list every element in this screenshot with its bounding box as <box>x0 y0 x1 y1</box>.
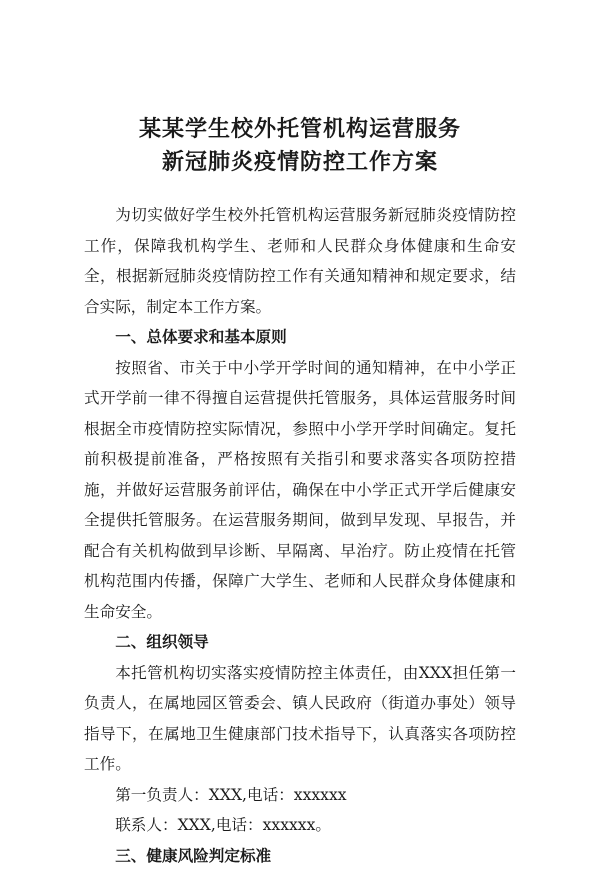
contact-primary: 第一负责人：XXX,电话：xxxxxx <box>84 780 516 811</box>
section-heading-2: 二、组织领导 <box>84 627 516 658</box>
document-title-line1: 某某学生校外托管机构运营服务 <box>0 112 600 143</box>
section-paragraph-1: 按照省、市关于中小学开学时间的通知精神，在中小学正式开学前一律不得擅自运营提供托管服务，具体运营服务时间根据全市疫情防控实际情况，参照中小学开学时间确定。复托前积极提前准备，严格按照有关指引和要求落实各项防控措施，并做好运营服务前评估，确保在中小学正式开学后健康安全提供托管服务。在运营服务期间，做到早发现、早报告，并配合有关机构做到早诊断、早隔离、早治疗。防止疫情在托管机构范围内传播，保障广大学生、老师和人民群众身体健康和生命安全。 <box>84 353 516 628</box>
section-paragraph-2: 本托管机构切实落实疫情防控主体责任，由XXX担任第一负责人，在属地园区管委会、镇人民政府（街道办事处）领导指导下，在属地卫生健康部门技术指导下，认真落实各项防控工作。 <box>84 658 516 780</box>
section-heading-3: 三、健康风险判定标准 <box>84 841 516 871</box>
document-body <box>84 200 516 871</box>
document-title-line2: 新冠肺炎疫情防控工作方案 <box>0 145 600 176</box>
intro-paragraph: 为切实做好学生校外托管机构运营服务新冠肺炎疫情防控工作，保障我机构学生、老师和人民群众身体健康和生命安全，根据新冠肺炎疫情防控工作有关通知精神和规定要求，结合实际，制定本工作方案。 <box>84 200 516 322</box>
section-heading-1: 一、总体要求和基本原则 <box>84 322 516 353</box>
contact-secondary: 联系人：XXX,电话：xxxxxx。 <box>84 810 516 841</box>
